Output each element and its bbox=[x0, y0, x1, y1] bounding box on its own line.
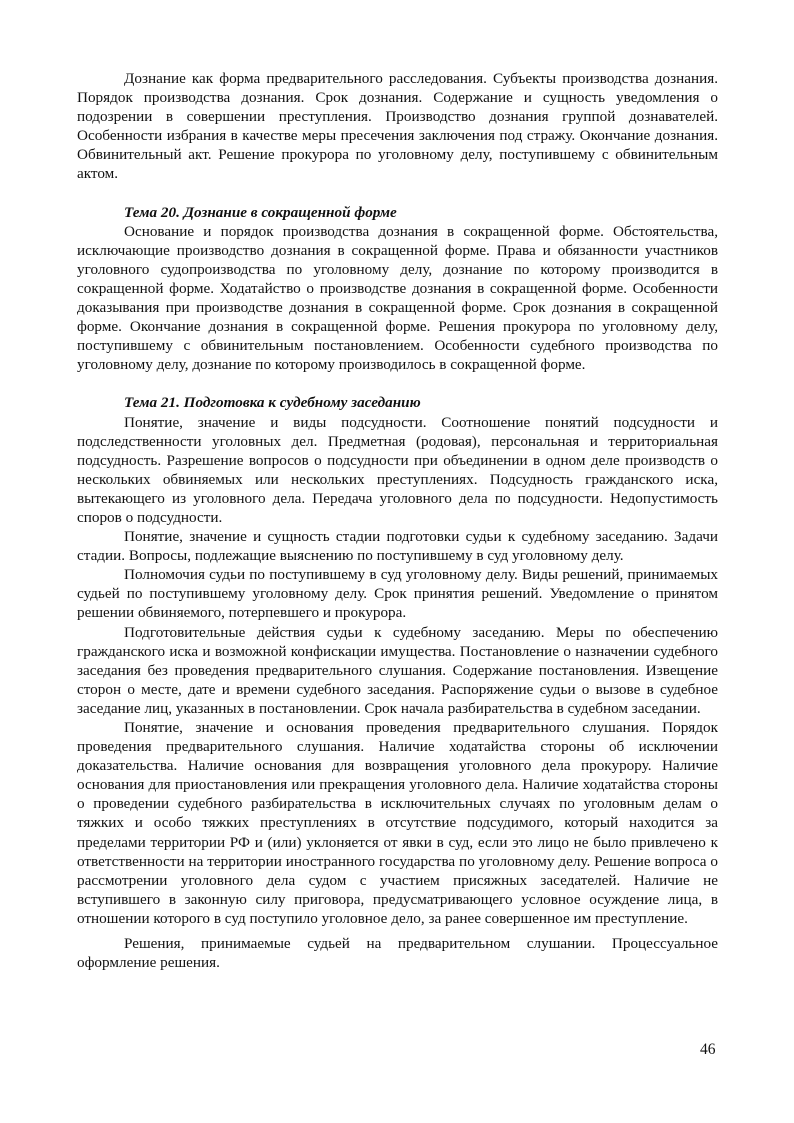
page-number: 46 bbox=[700, 1041, 716, 1058]
paragraph: Понятие, значение и виды подсудности. Соотношение понятий подсудности и подследственности уголовных дел. Предметная (родовая), персональная и территориальная подсудность. Разрешение вопросов о подсудности при объединении в одном деле производств о нескольких обвиняемых или нескольких преступлениях. Подсудность гражданского иска, вытекающего из уголовного дела. Передача уголовного дела по подсудности. Недопустимость споров о подсудности. bbox=[77, 413, 718, 526]
section-topic-21 bbox=[77, 393, 718, 972]
paragraph: Основание и порядок производства дознания в сокращенной форме. Обстоятельства, исключающие производство дознания в сокращенной форме. Права и обязанности участников уголовного судопроизводства по уголовному делу, дознание по которому производится в сокращенной форме. Ходатайство о производстве дознания в сокращенной форме. Особенности доказывания при производстве дознания в сокращенной форме. Срок дознания в сокращенной форме. Окончание дознания в сокращенной форме. Решения прокурора по уголовному делу, поступившему с обвинительным постановлением. Особенности судебного производства по уголовному делу, дознание по которому производилось в сокращенной форме. bbox=[77, 222, 718, 374]
paragraph: Понятие, значение и сущность стадии подготовки судьи к судебному заседанию. Задачи стадии. Вопросы, подлежащие выяснению по поступившему в суд уголовному делу. bbox=[77, 528, 718, 565]
spacer bbox=[77, 184, 718, 203]
paragraph: Решения, принимаемые судьей на предварительном слушании. Процессуальное оформление решения. bbox=[77, 935, 718, 972]
section-title: Тема 20. Дознание в сокращенной форме bbox=[124, 203, 397, 221]
paragraph: Понятие, значение и основания проведения предварительного слушания. Порядок проведения предварительного слушания. Наличие ходатайства стороны об исключении доказательства. Наличие основания для возвращения уголовного дела прокурору. Наличие основания для приостановления или прекращения уголовного дела. Наличие ходатайства стороны о проведении судебного разбирательства в исключительных случаях по уголовным делам о тяжких и особо тяжких преступлениях в отсутствие подсудимого, который находится за пределами территории РФ и (или) уклоняется от явки в суд, если это лицо не было привлечено к ответственности на территории иностранного государства по уголовному делу. Решение вопроса о рассмотрении уголовного дела судом с участием присяжных заседателей. Наличие не вступившего в законную силу приговора, предусматривающего условное осуждение лица, в отношении которого в суд поступило уголовное дело, за ранее совершенное им преступление. bbox=[77, 719, 718, 927]
paragraph: Полномочия судьи по поступившему в суд уголовному делу. Виды решений, принимаемых судьей по поступившему уголовному делу. Срок принятия решений. Уведомление о принятом решении обвиняемого, потерпевшего и прокурора. bbox=[77, 566, 718, 622]
paragraph: Подготовительные действия судьи к судебному заседанию. Меры по обеспечению гражданского иска и возможной конфискации имущества. Постановление о назначении судебного заседания без проведения предварительного слушания. Содержание постановления. Извещение сторон о месте, дате и времени судебного заседания. Распоряжение судьи о вызове в судебное заседание лиц, указанных в постановлении. Срок начала разбирательства в судебном заседании. bbox=[77, 623, 718, 717]
section-title: Тема 21. Подготовка к судебному заседанию bbox=[124, 394, 421, 412]
section-topic-20 bbox=[77, 203, 718, 375]
document-page bbox=[77, 69, 718, 972]
spacer bbox=[77, 374, 718, 393]
intro-paragraph: Дознание как форма предварительного расследования. Субъекты производства дознания. Порядок производства дознания. Срок дознания. Содержание и сущность уведомления о подозрении в совершении преступления. Производство дознания группой дознавателей. Особенности избрания в качестве меры пресечения заключения под стражу. Окончание дознания. Обвинительный акт. Решение прокурора по уголовному делу, поступившему с обвинительным актом. bbox=[77, 70, 718, 183]
